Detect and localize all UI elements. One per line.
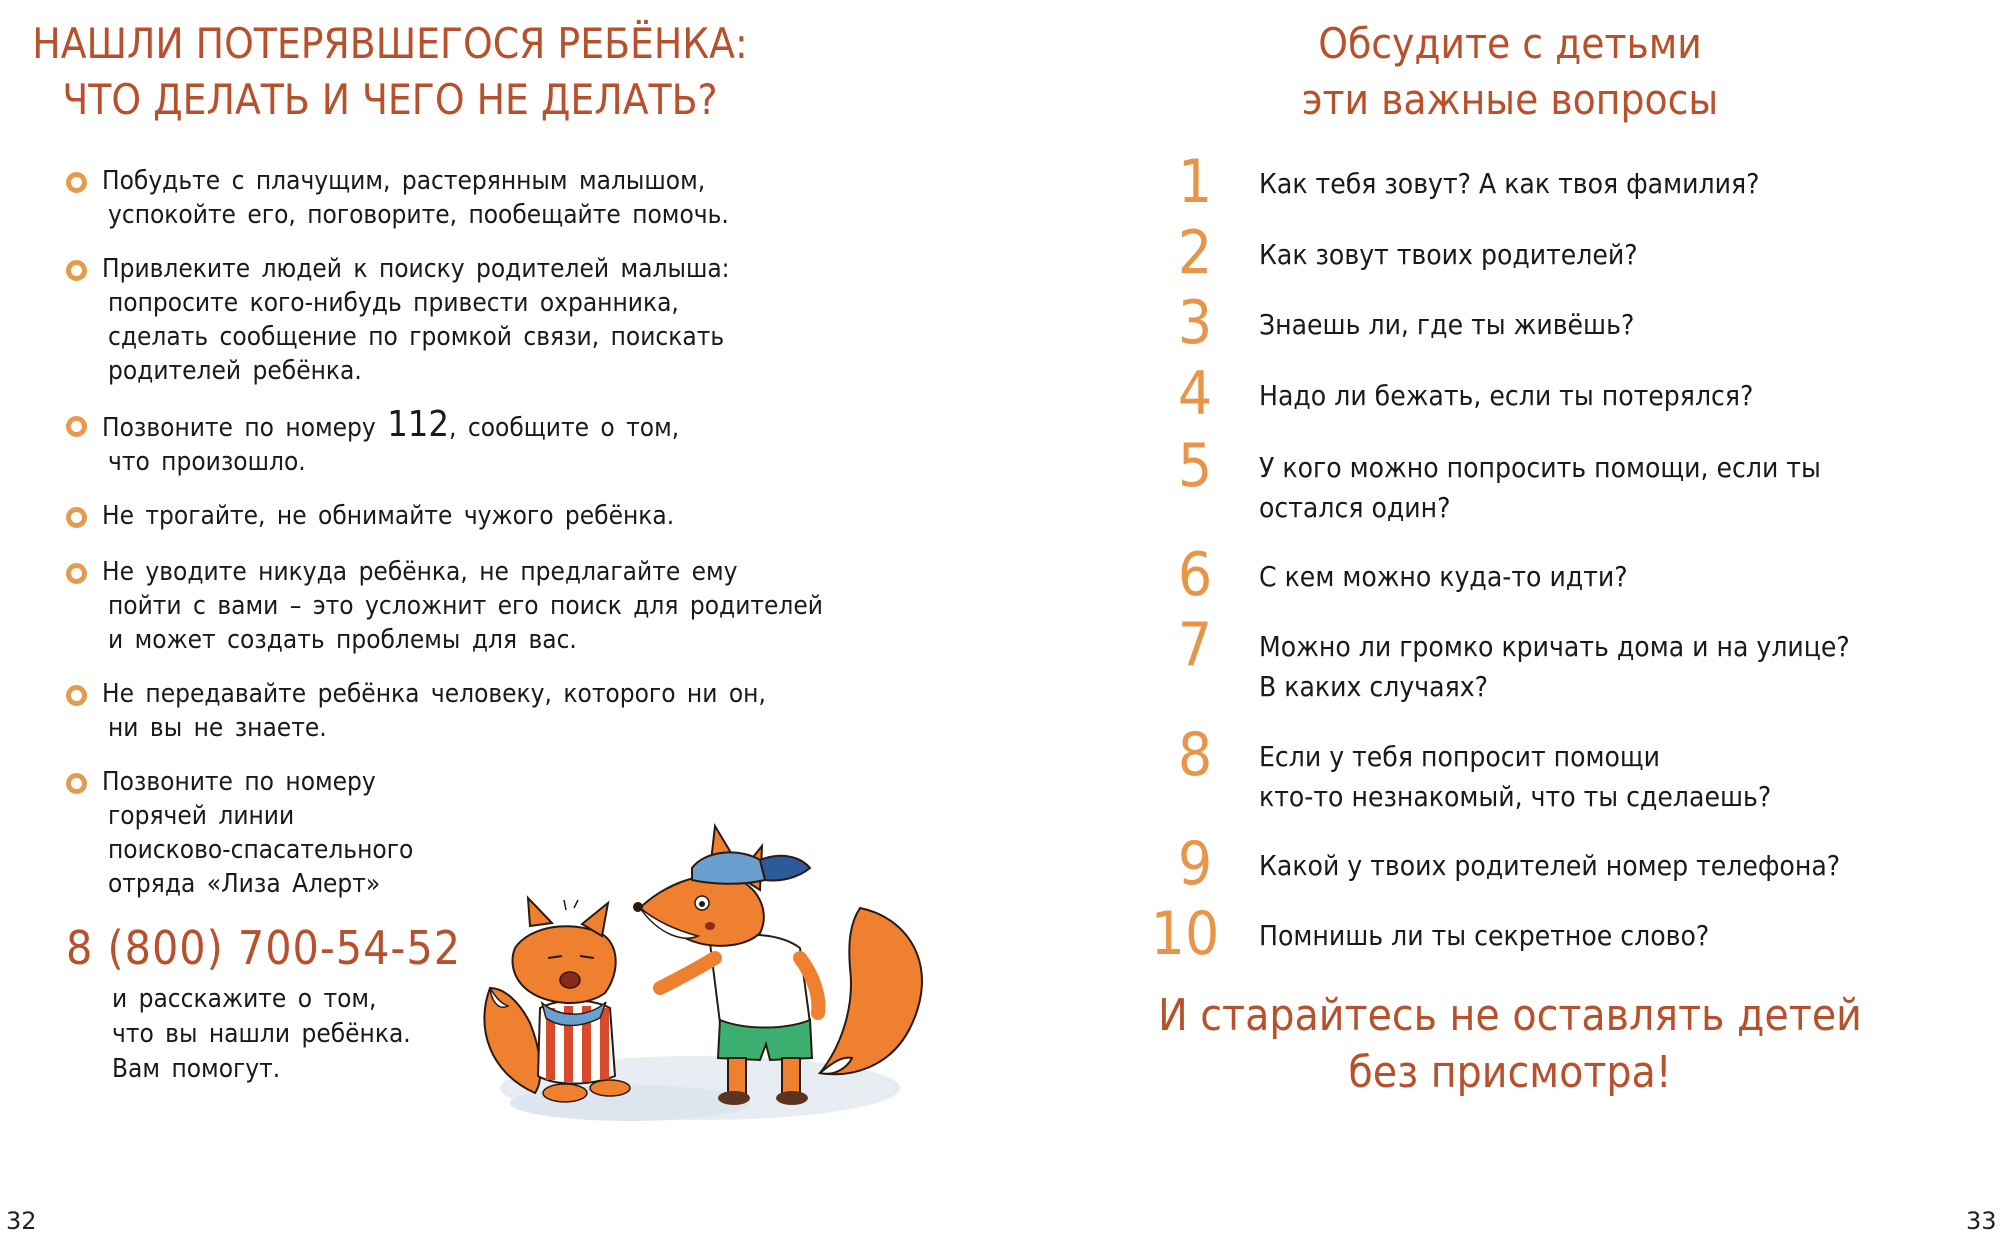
question-item (1160, 540, 1628, 610)
page-number: 33 (1966, 1207, 1997, 1235)
question-number: 5 (1177, 431, 1213, 501)
question-text: В каких случаях? (1259, 670, 1489, 703)
title-line: эти важные вопросы (1301, 75, 1719, 124)
question-text: Как зовут твоих родителей? (1259, 238, 1638, 271)
closing-line: без присмотра! (1348, 1047, 1672, 1098)
right-page-title (1000, 16, 2000, 128)
tip-line: и может создать проблемы для вас. (108, 625, 577, 655)
question-text: С кем можно куда-то идти? (1259, 560, 1628, 593)
question-number: 6 (1177, 540, 1213, 610)
question-text: Знаешь ли, где ты живёшь? (1259, 308, 1635, 341)
question-text: Если у тебя попросит помощи (1259, 740, 1661, 773)
tip-line: сделать сообщение по громкой связи, поискать (108, 322, 725, 352)
tip-line: Привлеките людей к поиску родителей малыша: (102, 254, 730, 284)
closing-line: И старайтесь не оставлять детей (1158, 990, 1862, 1041)
question-text: остался один? (1259, 491, 1451, 524)
tip-line: горячей линии (108, 801, 295, 831)
question-item (1160, 431, 1821, 528)
question-item (1160, 829, 1841, 899)
question-text: Какой у твоих родителей номер телефона? (1259, 849, 1841, 882)
instruction-line: Вам помогут. (112, 1054, 281, 1084)
question-number: 8 (1177, 720, 1213, 790)
instruction-line: что вы нашли ребёнка. (112, 1019, 411, 1049)
tip-line: что произошло. (108, 447, 306, 477)
tip-line: ни вы не знаете. (108, 713, 327, 743)
question-item (1160, 359, 1754, 429)
question-item (1160, 610, 1850, 707)
tip-line: Не трогайте, не обнимайте чужого ребёнка. (102, 501, 675, 531)
tip-line: поисково-спасательного (108, 835, 414, 865)
closing-reminder (1000, 987, 2000, 1101)
question-item (1140, 899, 1710, 969)
emergency-number: 112 (387, 404, 449, 445)
question-text: кто-то незнакомый, что ты сделаешь? (1259, 780, 1772, 813)
tip-line: успокойте его, поговорите, пообещайте помочь. (108, 200, 729, 230)
question-number: 4 (1177, 359, 1213, 429)
tip-line: Побудьте с плачущим, растерянным малышом, (102, 166, 706, 196)
page-number: 32 (6, 1207, 37, 1235)
tip-text: Позвоните по номеру (102, 413, 388, 443)
question-number: 7 (1177, 610, 1213, 680)
question-item (1160, 288, 1635, 358)
question-text: Как тебя зовут? А как твоя фамилия? (1259, 167, 1760, 200)
tip-line: Не передавайте ребёнка человеку, которого ни он, (102, 679, 766, 709)
question-text: Надо ли бежать, если ты потерялся? (1259, 379, 1754, 412)
tip-line: родителей ребёнка. (108, 356, 362, 386)
hotline-phone: 8 (800) 700-54-52 (66, 921, 462, 975)
question-item (1160, 720, 1772, 817)
tip-line: Позвоните по номеру (102, 767, 376, 797)
question-item (1160, 147, 1760, 217)
tip-line: пойти с вами – это усложнит его поиск для родителей (108, 591, 823, 621)
title-line: НАШЛИ ПОТЕРЯВШЕГОСЯ РЕБЁНКА: (32, 19, 748, 68)
question-item (1160, 218, 1638, 288)
tip-line: Не уводите никуда ребёнка, не предлагайте ему (102, 557, 738, 587)
question-text: У кого можно попросить помощи, если ты (1259, 451, 1821, 484)
tip-line: отряда «Лиза Алерт» (108, 869, 381, 899)
instruction-line: и расскажите о том, (112, 984, 377, 1014)
question-number: 3 (1177, 288, 1213, 358)
title-line: Обсудите с детьми (1318, 19, 1702, 68)
title-line: ЧТО ДЕЛАТЬ И ЧЕГО НЕ ДЕЛАТЬ? (62, 75, 718, 124)
question-number: 1 (1177, 147, 1213, 217)
question-number: 9 (1177, 829, 1213, 899)
tip-line: попросите кого-нибудь привести охранника, (108, 288, 679, 318)
tip-text: , сообщите о том, (449, 413, 680, 443)
question-number: 10 (1150, 899, 1220, 969)
question-text: Можно ли громко кричать дома и на улице? (1259, 630, 1850, 663)
question-text: Помнишь ли ты секретное слово? (1259, 919, 1710, 952)
question-number: 2 (1177, 218, 1213, 288)
